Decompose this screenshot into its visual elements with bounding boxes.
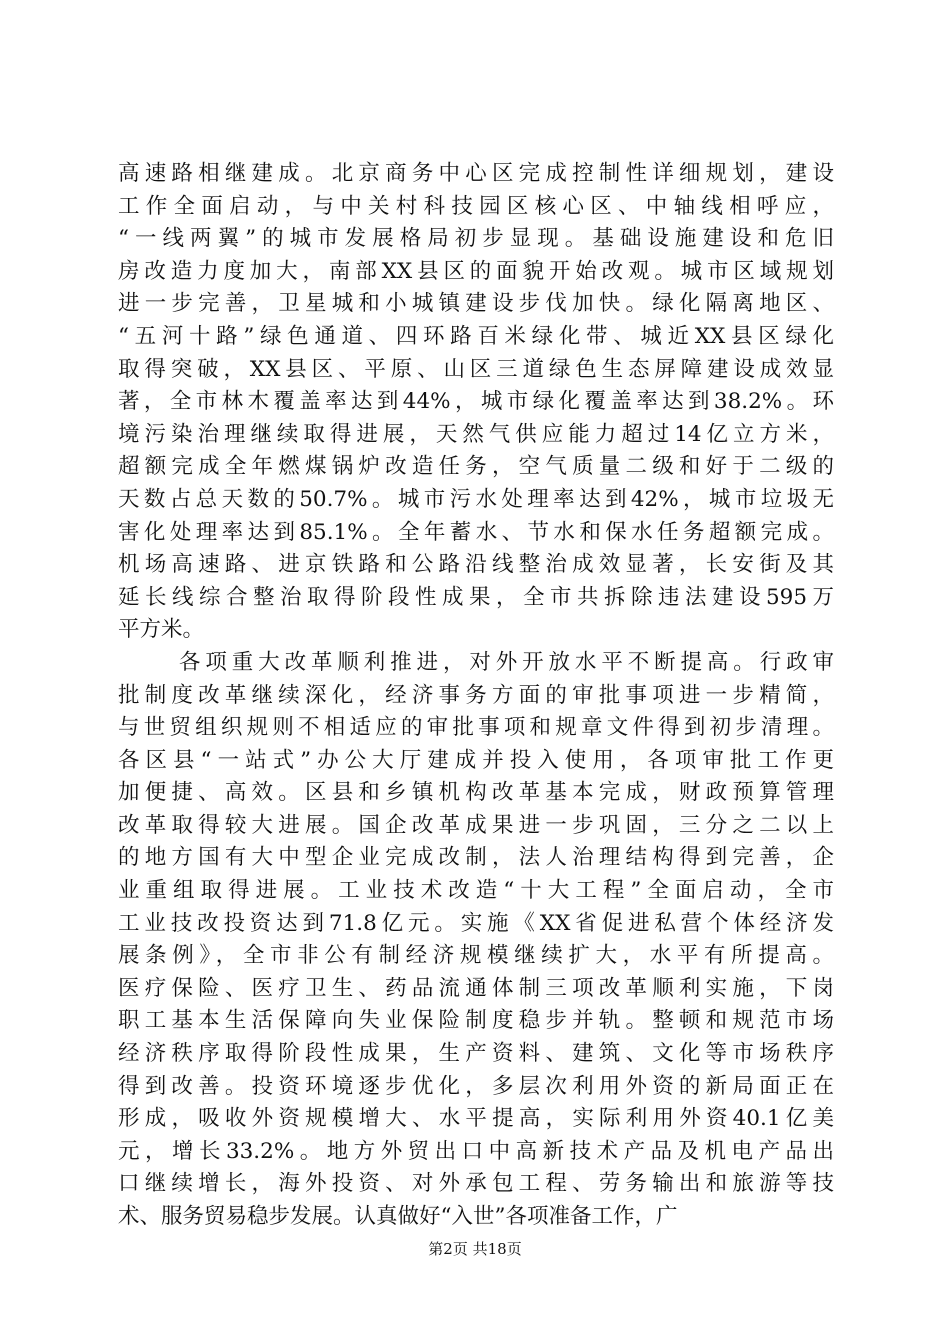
text-line: 害化处理率达到85.1%。全年蓄水、节水和保水任务超额完成。 bbox=[118, 519, 834, 545]
page-number-footer: 第2页 共18页 bbox=[428, 1240, 522, 1258]
text-line: 工业技改投资达到71.8亿元。实施《XX省促进私营个体经济发 bbox=[118, 910, 834, 936]
text-line: 术、服务贸易稳步发展。认真做好“入世”各项准备工作，广 bbox=[118, 1204, 678, 1229]
text-line: 境污染治理继续取得进展，天然气供应能力超过14亿立方米， bbox=[118, 421, 834, 447]
text-line: 口继续增长，海外投资、对外承包工程、劳务输出和旅游等技 bbox=[118, 1171, 834, 1197]
text-line: 得到改善。投资环境逐步优化，多层次利用外资的新局面正在 bbox=[118, 1073, 834, 1099]
text-line: “五河十路”绿色通道、四环路百米绿化带、城近XX县区绿化 bbox=[118, 323, 834, 349]
body-text bbox=[118, 158, 834, 1234]
text-line: 加便捷、高效。区县和乡镇机构改革基本完成，财政预算管理 bbox=[118, 780, 834, 806]
text-line: 工作全面启动，与中关村科技园区核心区、中轴线相呼应， bbox=[118, 193, 834, 219]
text-line: 改革取得较大进展。国企改革成果进一步巩固，三分之二以上 bbox=[118, 812, 834, 838]
text-line: 房改造力度加大，南部XX县区的面貌开始改观。城市区域规划 bbox=[118, 258, 834, 284]
text-line: 取得突破，XX县区、平原、山区三道绿色生态屏障建设成效显 bbox=[118, 356, 834, 382]
text-line: 职工基本生活保障向失业保险制度稳步并轨。整顿和规范市场 bbox=[118, 1008, 834, 1034]
text-line: 进一步完善，卫星城和小城镇建设步伐加快。绿化隔离地区、 bbox=[118, 291, 834, 317]
text-line: 天数占总天数的50.7%。城市污水处理率达到42%，城市垃圾无 bbox=[118, 486, 834, 512]
text-line: 业重组取得进展。工业技术改造“十大工程”全面启动，全市 bbox=[118, 878, 834, 904]
text-line: 批制度改革继续深化，经济事务方面的审批事项进一步精简， bbox=[118, 682, 834, 708]
text-line: 超额完成全年燃煤锅炉改造任务，空气质量二级和好于二级的 bbox=[118, 454, 834, 480]
text-line: 机场高速路、进京铁路和公路沿线整治成效显著，长安街及其 bbox=[118, 552, 834, 578]
text-line: 延长线综合整治取得阶段性成果，全市共拆除违法建设595万 bbox=[118, 584, 834, 610]
text-line: 高速路相继建成。北京商务中心区完成控制性详细规划，建设 bbox=[118, 161, 834, 186]
text-line: 著，全市林木覆盖率达到44%，城市绿化覆盖率达到38.2%。环 bbox=[118, 389, 834, 415]
text-line: 的地方国有大中型企业完成改制，法人治理结构得到完善，企 bbox=[118, 845, 834, 871]
text-line: 各区县“一站式”办公大厅建成并投入使用，各项审批工作更 bbox=[118, 747, 834, 773]
paragraph bbox=[118, 647, 834, 1234]
text-line: 经济秩序取得阶段性成果，生产资料、建筑、文化等市场秩序 bbox=[118, 1041, 834, 1067]
text-line: 各项重大改革顺利推进，对外开放水平不断提高。行政审 bbox=[179, 649, 834, 675]
text-line: 平方米。 bbox=[118, 617, 205, 643]
text-line: 元，增长33.2%。地方外贸出口中高新技术产品及机电产品出 bbox=[118, 1138, 834, 1164]
paragraph bbox=[118, 158, 834, 647]
text-line: “一线两翼”的城市发展格局初步显现。基础设施建设和危旧 bbox=[118, 226, 834, 252]
text-line: 医疗保险、医疗卫生、药品流通体制三项改革顺利实施，下岗 bbox=[118, 975, 834, 1001]
text-line: 展条例》，全市非公有制经济规模继续扩大，水平有所提高。 bbox=[118, 943, 834, 969]
text-line: 形成，吸收外资规模增大、水平提高，实际利用外资40.1亿美 bbox=[118, 1106, 834, 1132]
text-line: 与世贸组织规则不相适应的审批事项和规章文件得到初步清理。 bbox=[118, 715, 834, 741]
